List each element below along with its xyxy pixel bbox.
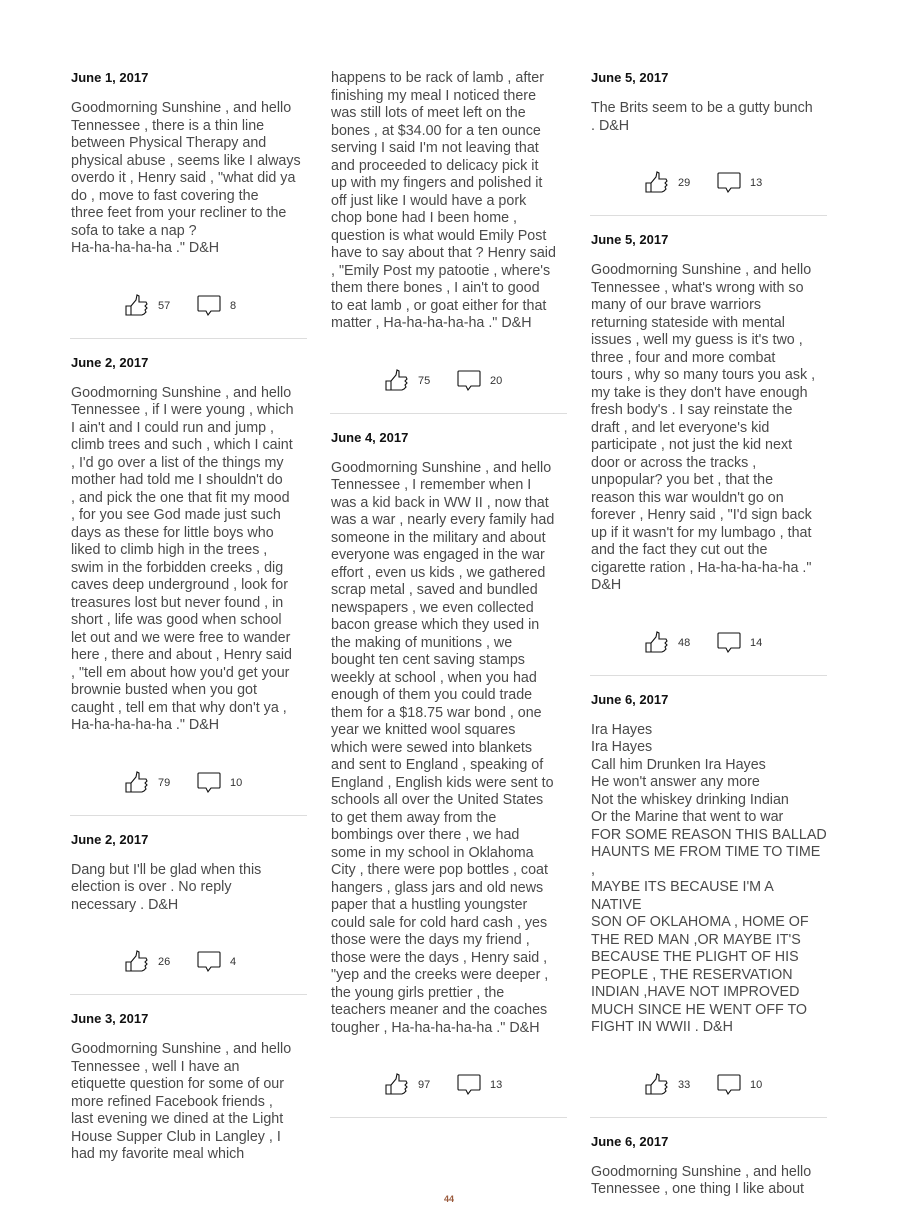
post-body: Goodmorning Sunshine , and hello Tennessee , I remember when I was a kid back in WW II , now that was a war , nearly every family had someone in the military and about everyone was engaged in the war effort , even us kids , we gathered scrap metal , saved and bundled newspapers , we even collected bacon grease which they used in the making of munitions , we bought ten cent saving stamps weekly at school , when you had enough of them you could trade them for a $18.75 war bond , one year we knitted wool squares which were sewed into blankets and sent to England , speaking of England , English kids were sent to schools all over the United States to get them away from the bombings over there , we had some in my school in Oklahoma City , there were pop bottles , coat hangers , glass jars and old news paper that a hustling youngster could sale for cold hard cash , yes those were the days my friend , those were the days , Henry said , "yep and the creeks were deeper , the young girls prettier , the teachers meaner and the coaches tougher , Ha-ha-ha-ha-ha ." D&H [331, 459, 555, 1036]
like-count: 75 [418, 374, 431, 387]
like-count: 29 [678, 177, 691, 189]
reactions-row [384, 1073, 567, 1097]
comment-count: 10 [230, 776, 243, 789]
reactions-row [644, 171, 827, 195]
post [590, 1134, 827, 1199]
comment-button[interactable] [716, 171, 762, 195]
comment-count: 8 [230, 299, 237, 312]
post-divider [70, 815, 307, 816]
post-divider [330, 413, 567, 414]
comment-button[interactable] [456, 1073, 502, 1097]
thumbs-up-icon [644, 171, 670, 195]
post-divider [590, 1117, 827, 1118]
like-button[interactable] [384, 1073, 456, 1097]
reactions-row [644, 1073, 827, 1097]
comment-count: 14 [750, 636, 763, 649]
post [590, 692, 827, 1118]
post-date: June 6, 2017 [591, 691, 669, 707]
reactions-row [124, 294, 307, 318]
post-date: June 2, 2017 [71, 831, 149, 847]
post-date: June 5, 2017 [591, 232, 669, 247]
speech-bubble-icon [196, 950, 222, 974]
comment-button[interactable] [716, 631, 762, 655]
comment-count: 13 [490, 1079, 503, 1091]
post-divider [330, 1117, 567, 1118]
thumbs-up-icon [124, 294, 150, 318]
post [330, 70, 567, 414]
comment-count: 10 [750, 1078, 763, 1091]
speech-bubble-icon [196, 294, 222, 318]
post-divider [70, 994, 307, 995]
post-body: Goodmorning Sunshine , and hello Tennessee , if I were young , which I ain't and I could run and jump , climb trees and such , which I caint , I'd go over a list of the things my mother had told me I shouldn't do , and pick the one that fit my mood , for you see God made just such days as these for little boys who liked to climb high in the trees , swim in the forbidden creeks , dig caves deep underground , look for treasures lost but never found , in short , life was good when school let out and we were free to wander here , there and about , Henry said , "tell em about how you'd get your brownie busted when you got caught , tell em that why don't ya , Ha-ha-ha-ha-ha ." D&H [71, 384, 294, 733]
like-count: 26 [158, 956, 171, 968]
post [70, 832, 307, 996]
post-body: Ira Hayes Ira Hayes Call him Drunken Ira Hayes He won't answer any more Not the whiskey drinking Indian Or the Marine that went to war FOR SOME REASON THIS BALLAD HAUNTS ME FROM TIME TO TIME , MAYBE ITS BECAUSE I'M A NATIVE SON OF OKLAHOMA , HOME OF THE RED MAN ,OR MAYBE IT'S BECAUSE THE PLIGHT OF HIS PEOPLE , THE RESERVATION INDIAN ,HAVE NOT IMPROVED MUCH SINCE HE WENT OFF TO FIGHT IN WWII . D&H [591, 721, 827, 1035]
thumbs-up-icon [384, 369, 410, 393]
column-1 [70, 70, 307, 1164]
post-body: Goodmorning Sunshine , and hello Tennessee , there is a thin line between Physical Therapy and physical abuse , seems like I always overdo it , Henry said , "what did ya do , move to fast covering the three feet from your recliner to the sofa to take a nap ? Ha-ha-ha-ha-ha ." D&H [71, 100, 301, 256]
column-3 [590, 70, 827, 1199]
reactions-row [644, 631, 827, 655]
comment-button[interactable] [196, 771, 242, 795]
comment-count: 4 [230, 956, 237, 968]
post-date: June 1, 2017 [71, 70, 149, 85]
post [70, 1011, 307, 1164]
like-button[interactable] [124, 950, 196, 974]
like-count: 79 [158, 776, 171, 789]
post [70, 70, 307, 339]
comment-button[interactable] [196, 950, 236, 974]
thumbs-up-icon [644, 1073, 670, 1097]
speech-bubble-icon [196, 771, 222, 795]
speech-bubble-icon [456, 369, 482, 393]
post-date: June 4, 2017 [331, 429, 409, 445]
post-body: Goodmorning Sunshine , and hello Tennessee , what's wrong with so many of our brave warriors returning stateside with mental issues , well my guess is it's two , three , four and more combat tours , why so many tours you ask , my take is they don't have enough fresh body's . I say reinstate the draft , and let everyone's kid participate , not just the kid next door or across the tracks , unpopular? you bet , that the reason this war wouldn't go on forever , Henry said , "I'd sign back up if it wasn't for my lumbago , that and the fact they cut out the cigarette ration , Ha-ha-ha-ha-ha ." D&H [591, 262, 816, 593]
page-number: 44 [443, 1194, 454, 1204]
thumbs-up-icon [124, 771, 150, 795]
post-date: June 6, 2017 [591, 1133, 669, 1149]
like-button[interactable] [124, 294, 196, 318]
speech-bubble-icon [456, 1073, 482, 1097]
like-button[interactable] [644, 631, 716, 655]
reactions-row [124, 950, 307, 974]
comment-button[interactable] [716, 1073, 762, 1097]
speech-bubble-icon [716, 631, 742, 655]
like-count: 48 [678, 636, 691, 649]
post-date: June 3, 2017 [71, 1011, 149, 1026]
thumbs-up-icon [384, 1073, 410, 1097]
post-body: The Brits seem to be a gutty bunch . D&H [591, 100, 813, 134]
post [330, 430, 567, 1119]
comment-count: 13 [750, 177, 763, 189]
column-2 [330, 70, 567, 1134]
post-body: Dang but I'll be glad when this election is over . No reply necessary . D&H [71, 861, 262, 913]
post [590, 232, 827, 676]
thumbs-up-icon [124, 950, 150, 974]
like-count: 57 [158, 299, 171, 312]
post-body: Goodmorning Sunshine , and hello Tennessee , well I have an etiquette question for some of our more refined Facebook friends , last evening we dined at the Light House Supper Club in Langley , I had my favorite meal which [71, 1041, 292, 1162]
thumbs-up-icon [644, 631, 670, 655]
post-divider [590, 215, 827, 216]
like-count: 97 [418, 1079, 431, 1091]
speech-bubble-icon [716, 1073, 742, 1097]
post-divider [70, 338, 307, 339]
like-button[interactable] [644, 171, 716, 195]
like-button[interactable] [384, 369, 456, 393]
post-divider [590, 675, 827, 676]
post-body: Goodmorning Sunshine , and hello Tennessee , one thing I like about [591, 1163, 812, 1197]
reactions-row [384, 369, 567, 393]
post [70, 355, 307, 816]
comment-button[interactable] [196, 294, 236, 318]
like-button[interactable] [124, 771, 196, 795]
like-button[interactable] [644, 1073, 716, 1097]
post [590, 70, 827, 216]
post-date: June 5, 2017 [591, 70, 669, 85]
comment-count: 20 [490, 374, 503, 387]
reactions-row [124, 771, 307, 795]
speech-bubble-icon [716, 171, 742, 195]
post-body: happens to be rack of lamb , after finishing my meal I noticed there was still lots of meet left on the bones , at $34.00 for a ten ounce serving I said I'm not leaving that and proceeded to delicacy pick it up with my fingers and polished it off just like I would have a pork chop bone had I been home , question is what would Emily Post have to say about that ? Henry said , "Emily Post my patootie , where's them there bones , I ain't to good to eat lamb , or goat either for that matter , Ha-ha-ha-ha-ha ." D&H [331, 70, 556, 331]
comment-button[interactable] [456, 369, 502, 393]
post-date: June 2, 2017 [71, 354, 149, 370]
like-count: 33 [678, 1078, 691, 1091]
